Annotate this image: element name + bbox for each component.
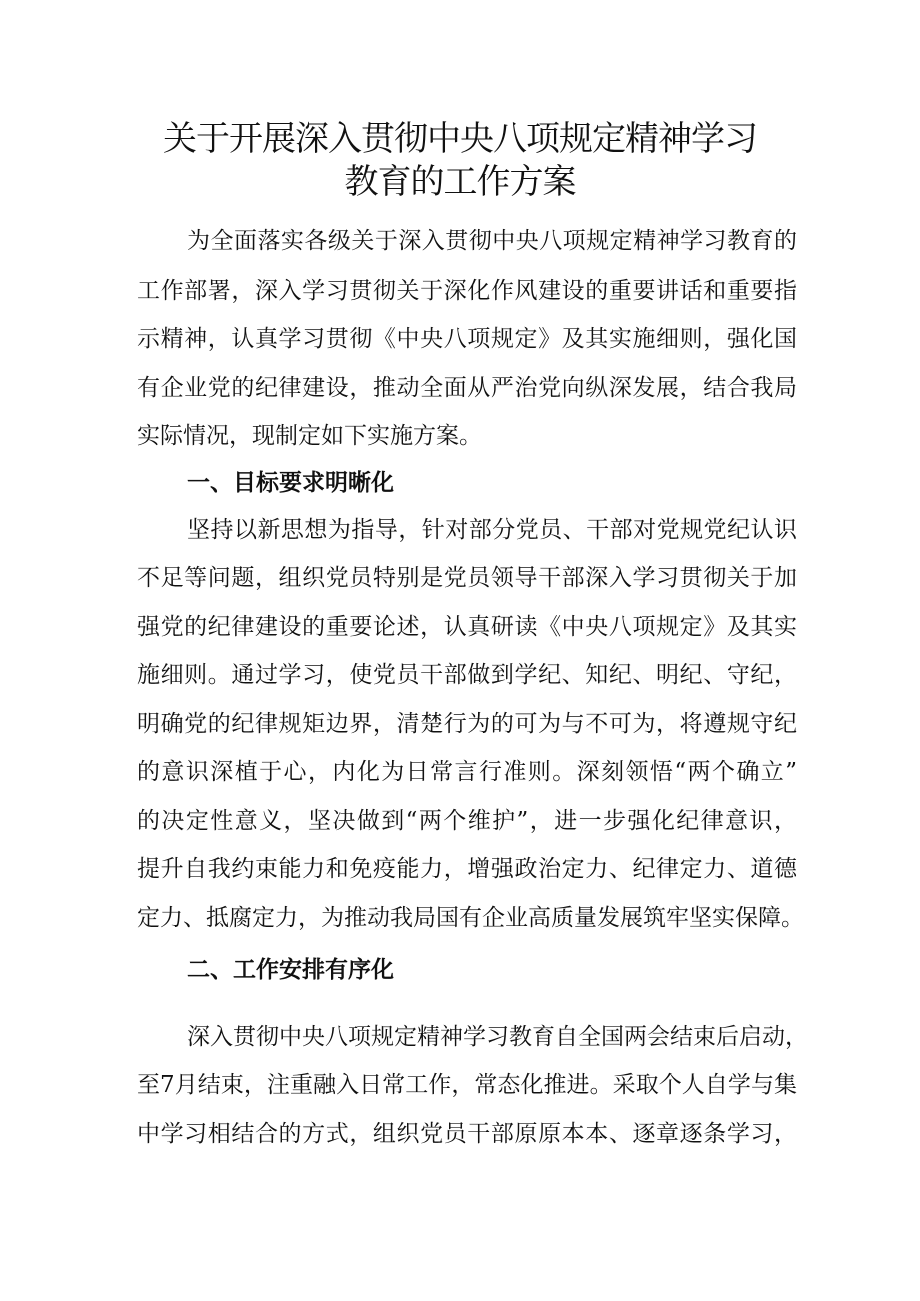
section1-line: 提升自我约束能力和免疫能力，增强政治定力、纪律定力、道德 bbox=[137, 856, 797, 882]
section-heading-1: 一、目标要求明晰化 bbox=[187, 470, 394, 496]
section2-line: 中学习相结合的方式，组织党员干部原原本本、逐章逐条学习， bbox=[137, 1121, 797, 1147]
document-title-line-2: 教育的工作方案 bbox=[344, 162, 576, 202]
section1-line: 不足等问题，组织党员特别是党员领导干部深入学习贯彻关于加 bbox=[137, 565, 797, 591]
intro-line: 有企业党的纪律建设，推动全面从严治党向纵深发展，结合我局 bbox=[137, 375, 797, 401]
section1-line: 施细则。通过学习，使党员干部做到学纪、知纪、明纪、守纪， bbox=[137, 662, 797, 688]
section1-line: 强党的纪律建设的重要论述，认真研读《中央八项规定》及其实 bbox=[137, 614, 797, 640]
intro-line: 工作部署，深入学习贯彻关于深化作风建设的重要讲话和重要指 bbox=[137, 278, 797, 304]
section1-line: 的意识深植于心，内化为日常言行准则。深刻领悟“两个确立” bbox=[137, 759, 797, 785]
section2-line: 深入贯彻中央八项规定精神学习教育自全国两会结束后启动， bbox=[187, 1024, 808, 1050]
intro-line: 实际情况，现制定如下实施方案。 bbox=[137, 423, 482, 449]
intro-line: 为全面落实各级关于深入贯彻中央八项规定精神学习教育的 bbox=[187, 228, 797, 254]
intro-line: 示精神，认真学习贯彻《中央八项规定》及其实施细则，强化国 bbox=[137, 326, 797, 352]
section2-line: 至7月结束，注重融入日常工作，常态化推进。采取个人自学与集 bbox=[137, 1072, 797, 1098]
section1-line: 定力、抵腐定力，为推动我局国有企业高质量发展筑牢坚实保障。 bbox=[137, 905, 804, 931]
document-title-line-1: 关于开展深入贯彻中央八项规定精神学习 bbox=[163, 119, 757, 159]
section1-line: 的决定性意义，坚决做到“两个维护”，进一步强化纪律意识， bbox=[137, 808, 797, 834]
section-heading-2: 二、工作安排有序化 bbox=[187, 957, 394, 983]
section1-line: 明确党的纪律规矩边界，清楚行为的可为与不可为，将遵规守纪 bbox=[137, 711, 797, 737]
section1-line: 坚持以新思想为指导，针对部分党员、干部对党规党纪认识 bbox=[187, 517, 797, 543]
